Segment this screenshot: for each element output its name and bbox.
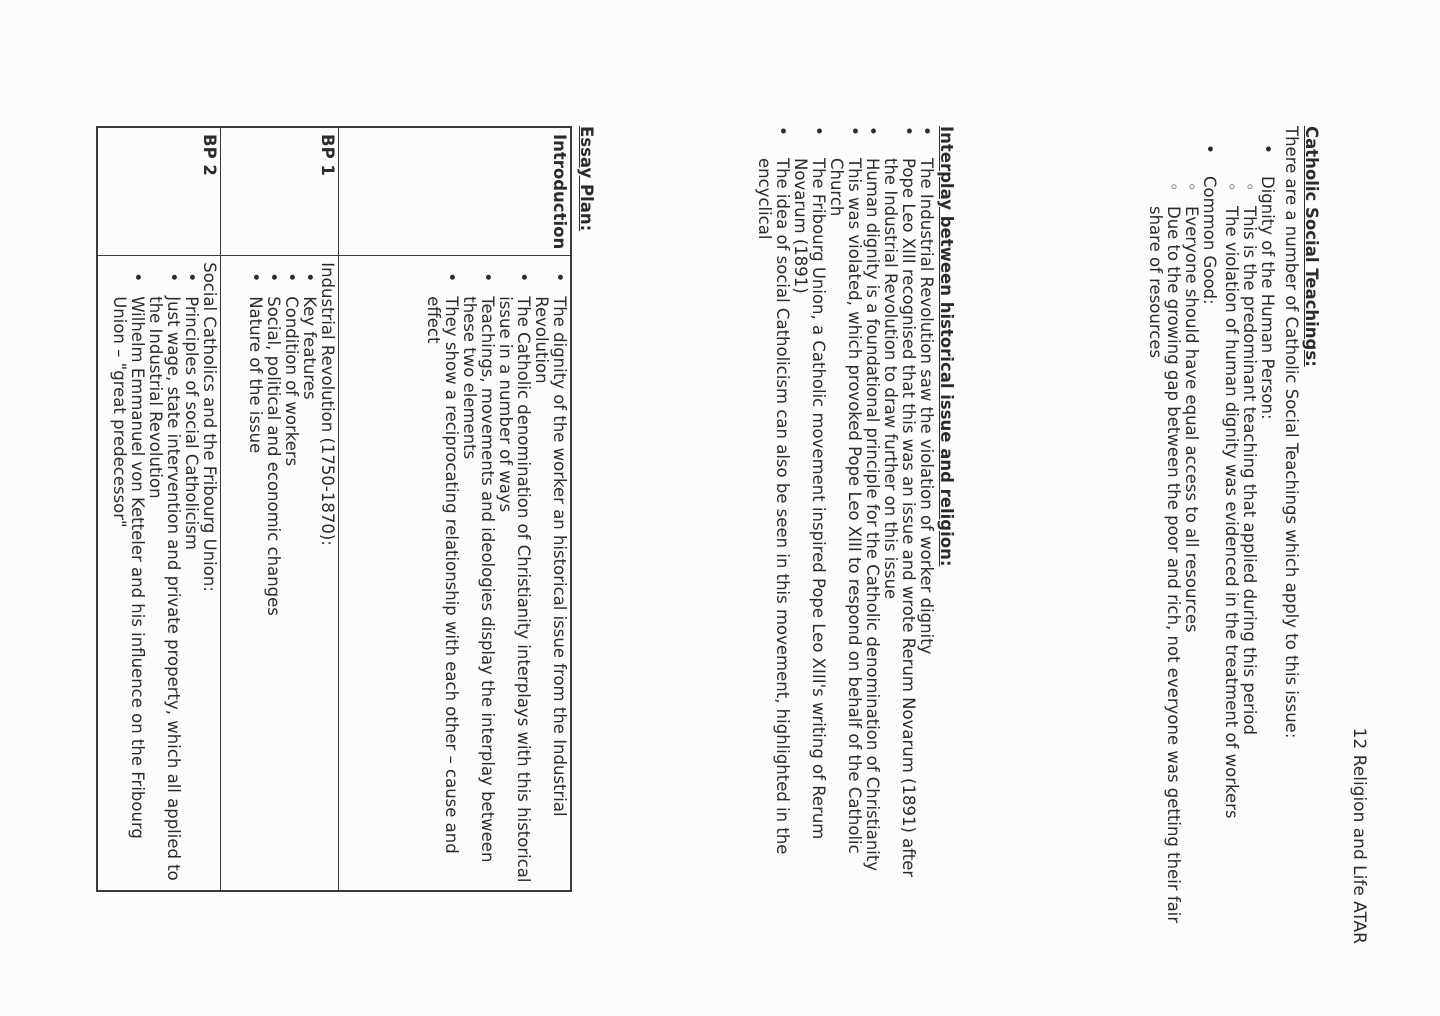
row-list [247, 262, 319, 884]
cst-heading: Catholic Social Teachings: [1302, 126, 1321, 367]
table-row [97, 127, 221, 891]
row-item: • Nature of the issue [247, 296, 265, 884]
course-header: 12 Religion and Life ATAR [1349, 727, 1369, 944]
cst-subitem: ◦ This is the predominant teaching that applied during this period [1240, 206, 1258, 926]
row-content [339, 256, 571, 891]
interplay-section [755, 126, 955, 926]
cst-list [1146, 126, 1276, 926]
interplay-list [755, 126, 935, 926]
row-label: BP 1 [221, 127, 339, 256]
interplay-item: • Human dignity is a foundational principle for the Catholic denomination of Christianity [863, 158, 881, 886]
interplay-heading: Interplay between historical issue and religion: [937, 126, 956, 567]
row-item: • Wilhelm Emmanuel von Ketteler and his influence on the Fribourg Union – "great predecessor" [111, 296, 147, 884]
interplay-item: • The Fribourg Union, a Catholic movement inspired Pope Leo XIII's writing of Rerum Novarum (1891) [791, 158, 827, 886]
row-list [111, 262, 201, 884]
cst-item-label: Common Good: [1200, 176, 1219, 305]
essay-plan-table [96, 126, 572, 892]
row-lead: Industrial Revolution (1750-1870): [318, 262, 338, 546]
row-item: • Condition of workers [283, 296, 301, 884]
row-label: BP 2 [97, 127, 221, 256]
cst-intro: There are a number of Catholic Social Teachings which apply to this issue: [1282, 126, 1301, 739]
cst-item [1146, 176, 1218, 926]
row-item: • The dignity of the worker an historical issue from the Industrial Revolution [532, 296, 568, 884]
row-item: • Just wage, state intervention and private property, which all applied to the Industrial Revolution [147, 296, 183, 884]
cst-sublist [1222, 176, 1258, 926]
row-item: • Principles of social Catholicism [183, 296, 201, 884]
row-lead: Social Catholics and the Fribourg Union: [200, 262, 220, 592]
row-content [97, 256, 221, 891]
table-row [339, 127, 571, 891]
table-row [221, 127, 339, 891]
row-item: • The Catholic denomination of Christianity interplays with this historical issue in a number of ways [496, 296, 532, 884]
cst-subitem: ◦ Everyone should have equal access to all resources [1182, 206, 1200, 926]
interplay-item: • Pope Leo XIII recognised that this was an issue and wrote Rerum Novarum (1891) after the Industrial Revolution to draw further on this issue [881, 158, 917, 886]
row-list [424, 262, 568, 884]
cst-subitem: ◦ The violation of human dignity was evidenced in the treatment of workers [1222, 206, 1240, 926]
cst-item-label: Dignity of the Human Person: [1258, 176, 1277, 420]
cst-subitem: ◦ Due to the growing gap between the poor and rich, not everyone was getting their fair share of resources [1146, 206, 1182, 926]
interplay-item: • This was violated, which provoked Pope Leo XIII to respond on behalf of the Catholic Church [827, 158, 863, 886]
interplay-item: • The Industrial Revolution saw the violation of worker dignity [917, 158, 935, 886]
row-item: • Key features [301, 296, 319, 884]
cst-section [1146, 126, 1320, 926]
row-item: • They show a reciprocating relationship with each other – cause and effect [424, 296, 460, 884]
cst-item [1222, 176, 1276, 926]
cst-sublist [1146, 176, 1200, 926]
interplay-item: • The idea of social Catholicism can also be seen in this movement, highlighted in the encyclical [755, 158, 791, 886]
essay-plan-title: Essay Plan: [577, 126, 596, 232]
row-item: • Social, political and economic changes [265, 296, 283, 884]
row-item: • Teachings, movements and ideologies display the interplay between these two elements [460, 296, 496, 884]
row-content [221, 256, 339, 891]
row-label: Introduction [339, 127, 571, 256]
